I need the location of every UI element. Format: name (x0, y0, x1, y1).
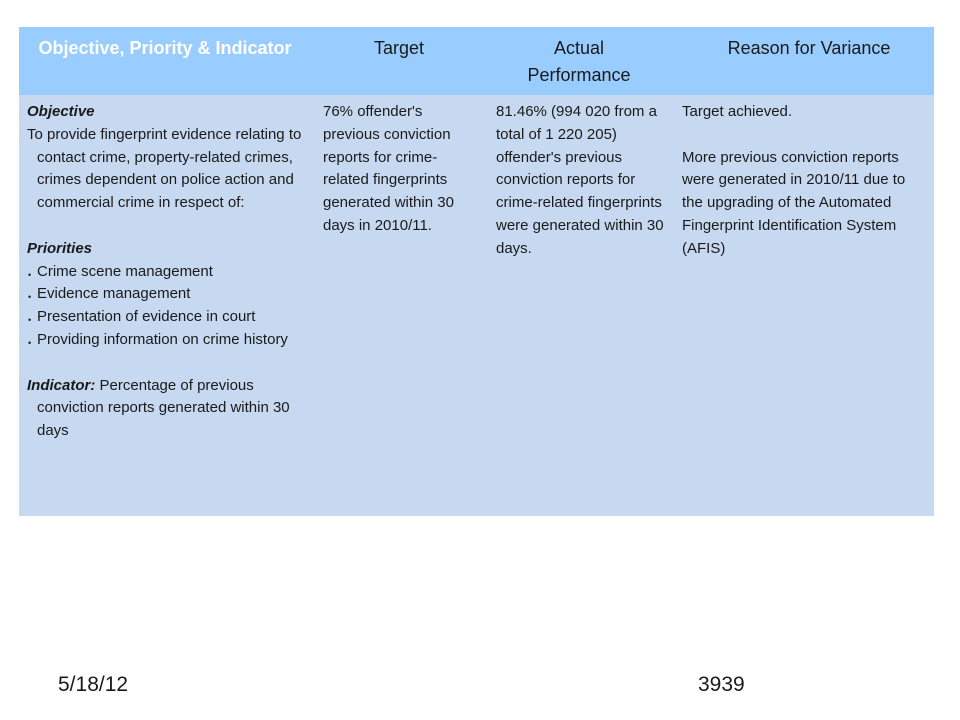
bullet-icon: • (28, 292, 32, 303)
header-actual-performance: Actual Performance (527, 38, 631, 85)
bullet-icon: • (28, 269, 32, 280)
objective-cell (27, 101, 307, 443)
target-text: 76% offender's previous conviction reports for crime-related fingerprints generated within 30 days in 2010/11. (323, 103, 454, 234)
actual-performance-cell (496, 101, 666, 261)
bullet-icon: • (28, 337, 32, 348)
footer-page-number: 3939 (698, 673, 745, 696)
list-item: • Presentation of evidence in court (27, 306, 307, 329)
table-header-row (19, 27, 934, 95)
objective-label: Objective (27, 103, 95, 120)
target-cell (323, 101, 483, 238)
priorities-list (27, 261, 307, 352)
header-reason-for-variance: Reason for Variance (727, 38, 891, 58)
reason-for-variance-cell (682, 101, 927, 261)
reason-line-1: Target achieved. (682, 103, 793, 120)
priorities-label: Priorities (27, 239, 93, 257)
bullet-icon: • (28, 315, 32, 326)
indicator-label: Indicator: (27, 376, 96, 394)
performance-table (19, 27, 934, 516)
table-row (19, 95, 934, 516)
actual-performance-text: 81.46% (994 020 from a total of 1 220 205) offender's previous conviction reports for crime-related fingerprints were generated within 30 days. (496, 103, 664, 257)
reason-line-2: More previous conviction reports were generated in 2010/11 due to the upgrading of the Automated Fingerprint Identification System (AFIS) (682, 148, 906, 257)
indicator-paragraph (27, 375, 307, 443)
list-item: • Providing information on crime history (27, 329, 307, 352)
header-target: Target (373, 38, 425, 58)
footer-date: 5/18/12 (58, 673, 129, 696)
list-item: • Crime scene management (27, 261, 307, 284)
header-objective-priority-indicator: Objective, Priority & Indicator (38, 38, 292, 58)
objective-text: To provide fingerprint evidence relating to contact crime, property-related crimes, crimes dependent on police action and commercial crime in respect of: (27, 125, 302, 212)
list-item: • Evidence management (27, 283, 307, 306)
indicator-text: Percentage of previous conviction reports generated within 30 days (37, 376, 290, 440)
